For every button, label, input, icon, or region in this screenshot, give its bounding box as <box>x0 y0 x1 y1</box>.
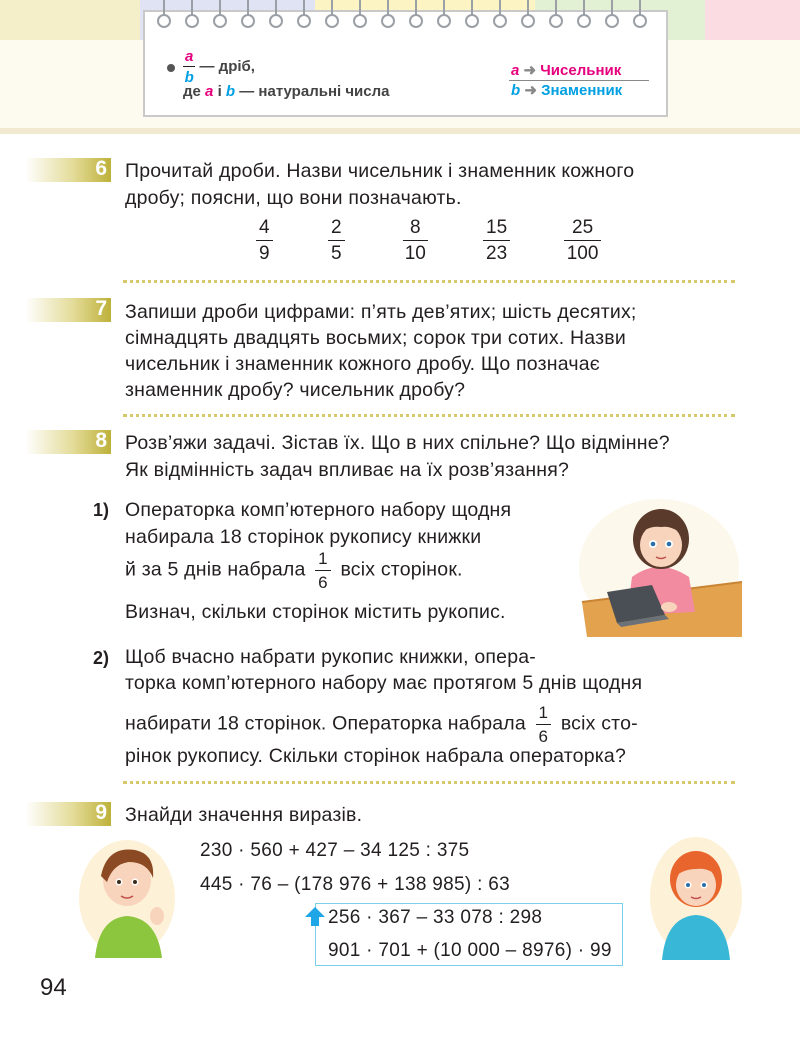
task8-text: Як відмінність задач впливає на їх розв’язання? <box>125 459 570 481</box>
subtask2-text: торка комп’ютерного набору має протягом 5 днів щодня <box>125 672 643 694</box>
numerator: 1 <box>536 704 552 725</box>
spiral-ring <box>633 14 647 28</box>
subtask2-text: Щоб вчасно набрати рукопис книжки, опера- <box>125 646 536 668</box>
task7-text: чисельник і знаменник кожного дробу. Що позначає <box>125 353 600 375</box>
math-expression: 445 · 76 – (178 976 + 138 985) : 63 <box>200 874 510 895</box>
text-segment: й за 5 днів набрала <box>125 558 306 581</box>
denominator: 6 <box>538 727 549 746</box>
spiral-ring <box>269 14 283 28</box>
task-number-badge <box>25 430 111 454</box>
header-divider <box>0 128 800 134</box>
subtask-label: 2) <box>93 648 110 668</box>
numerator: 25 <box>564 218 601 241</box>
spiral-ring <box>213 14 227 28</box>
spiral-ring <box>381 14 395 28</box>
task6-text: Прочитай дроби. Назви чисельник і знаменник кожного <box>125 160 635 182</box>
fraction <box>403 218 428 263</box>
legend-b: b <box>511 82 521 99</box>
def-b: b <box>225 83 236 100</box>
denominator: 23 <box>486 243 508 264</box>
bullet-icon <box>167 64 175 72</box>
task-number-badge <box>25 158 111 182</box>
def-b: b <box>184 69 194 86</box>
subtask-label: 1) <box>93 500 110 520</box>
text-segment: всіх сторінок. <box>340 558 463 581</box>
spiral-ring <box>493 14 507 28</box>
definition-line2 <box>183 83 389 100</box>
spiral-ring <box>353 14 367 28</box>
spiral-ring <box>437 14 451 28</box>
spiral-ring <box>465 14 479 28</box>
top-band <box>0 0 140 40</box>
subtask1-text: Операторка комп’ютерного набору щодня <box>125 499 512 521</box>
subtask1-text: набирала 18 сторінок рукопису книжки <box>125 526 482 548</box>
subtask1-text <box>125 550 463 591</box>
spiral-ring <box>549 14 563 28</box>
arrow-right-icon: ➜ <box>524 82 537 99</box>
spiral-ring <box>605 14 619 28</box>
task-number: 6 <box>95 157 107 180</box>
spiral-ring <box>409 14 423 28</box>
task-number: 8 <box>95 429 107 452</box>
fraction <box>256 218 273 263</box>
spiral-ring <box>577 14 591 28</box>
numerator-legend <box>511 61 621 79</box>
girl-at-laptop-illustration <box>577 497 742 637</box>
page-number: 94 <box>40 974 67 1001</box>
fraction <box>328 218 345 263</box>
denominator: 10 <box>404 243 426 264</box>
dotted-divider <box>123 280 735 283</box>
subtask1-text: Визнач, скільки сторінок містить рукопис. <box>125 601 506 623</box>
numerator-label: Чисельник <box>540 62 622 79</box>
spiral-ring <box>241 14 255 28</box>
task7-text: Запиши дроби цифрами: п’ять дев’ятих; шість десятих; <box>125 301 637 323</box>
task7-text: знаменник дробу? чисельник дробу? <box>125 379 466 401</box>
task7-text: сімнадцять двадцять восьмих; сорок три сотих. Назви <box>125 327 626 349</box>
definition-card <box>143 10 668 117</box>
subtask2-text <box>125 704 638 745</box>
numerator: 2 <box>328 218 345 241</box>
spiral-ring <box>157 14 171 28</box>
subtask2-text: рінок рукопису. Скільки сторінок набрала операторка? <box>125 745 626 767</box>
text-segment: набирати 18 сторінок. Операторка набрала <box>125 712 526 735</box>
arrow-up-icon <box>304 906 326 928</box>
task-number-badge <box>25 802 111 826</box>
def-text: — дріб, <box>199 57 255 75</box>
def-a: a <box>205 83 214 100</box>
def-and: і <box>217 83 222 100</box>
def-suffix: — натуральні числа <box>239 83 390 100</box>
task-number: 9 <box>95 801 107 824</box>
def-prefix: де <box>183 83 201 100</box>
top-band <box>705 0 800 40</box>
denominator-label: Знаменник <box>541 82 623 99</box>
spiral-ring <box>325 14 339 28</box>
fraction <box>483 218 510 263</box>
denominator-legend <box>511 81 622 99</box>
definition-line1 <box>183 49 255 85</box>
def-a: a <box>185 48 194 65</box>
task9-text: Знайди значення виразів. <box>125 804 363 826</box>
denominator: 6 <box>318 573 328 592</box>
numerator: 15 <box>483 218 510 241</box>
task6-text: дробу; поясни, що вони позначають. <box>125 187 462 209</box>
task-number-badge <box>25 298 111 322</box>
text-segment: всіх сто- <box>560 712 638 735</box>
numerator: 1 <box>315 550 331 571</box>
numerator: 4 <box>256 218 273 241</box>
task8-text: Розв’яжи задачі. Зістав їх. Що в них спільне? Що відмінне? <box>125 432 670 454</box>
spiral-ring <box>521 14 535 28</box>
spiral-ring <box>297 14 311 28</box>
denominator: 5 <box>331 243 342 264</box>
denominator: 100 <box>566 243 599 264</box>
spiral-ring <box>185 14 199 28</box>
math-expression: 901 · 701 + (10 000 – 8976) · 99 <box>328 940 612 961</box>
math-expression: 256 · 367 – 33 078 : 298 <box>328 907 543 928</box>
task-number: 7 <box>95 297 107 320</box>
legend-a: a <box>511 62 520 79</box>
dotted-divider <box>123 781 735 784</box>
boy-illustration <box>77 838 177 958</box>
math-expression: 230 · 560 + 427 – 34 125 : 375 <box>200 840 470 861</box>
dotted-divider <box>123 414 735 417</box>
numerator: 8 <box>403 218 428 241</box>
denominator: 9 <box>259 243 270 264</box>
fraction <box>564 218 601 263</box>
arrow-right-icon: ➜ <box>523 62 537 79</box>
red-haired-girl-illustration <box>648 835 743 960</box>
